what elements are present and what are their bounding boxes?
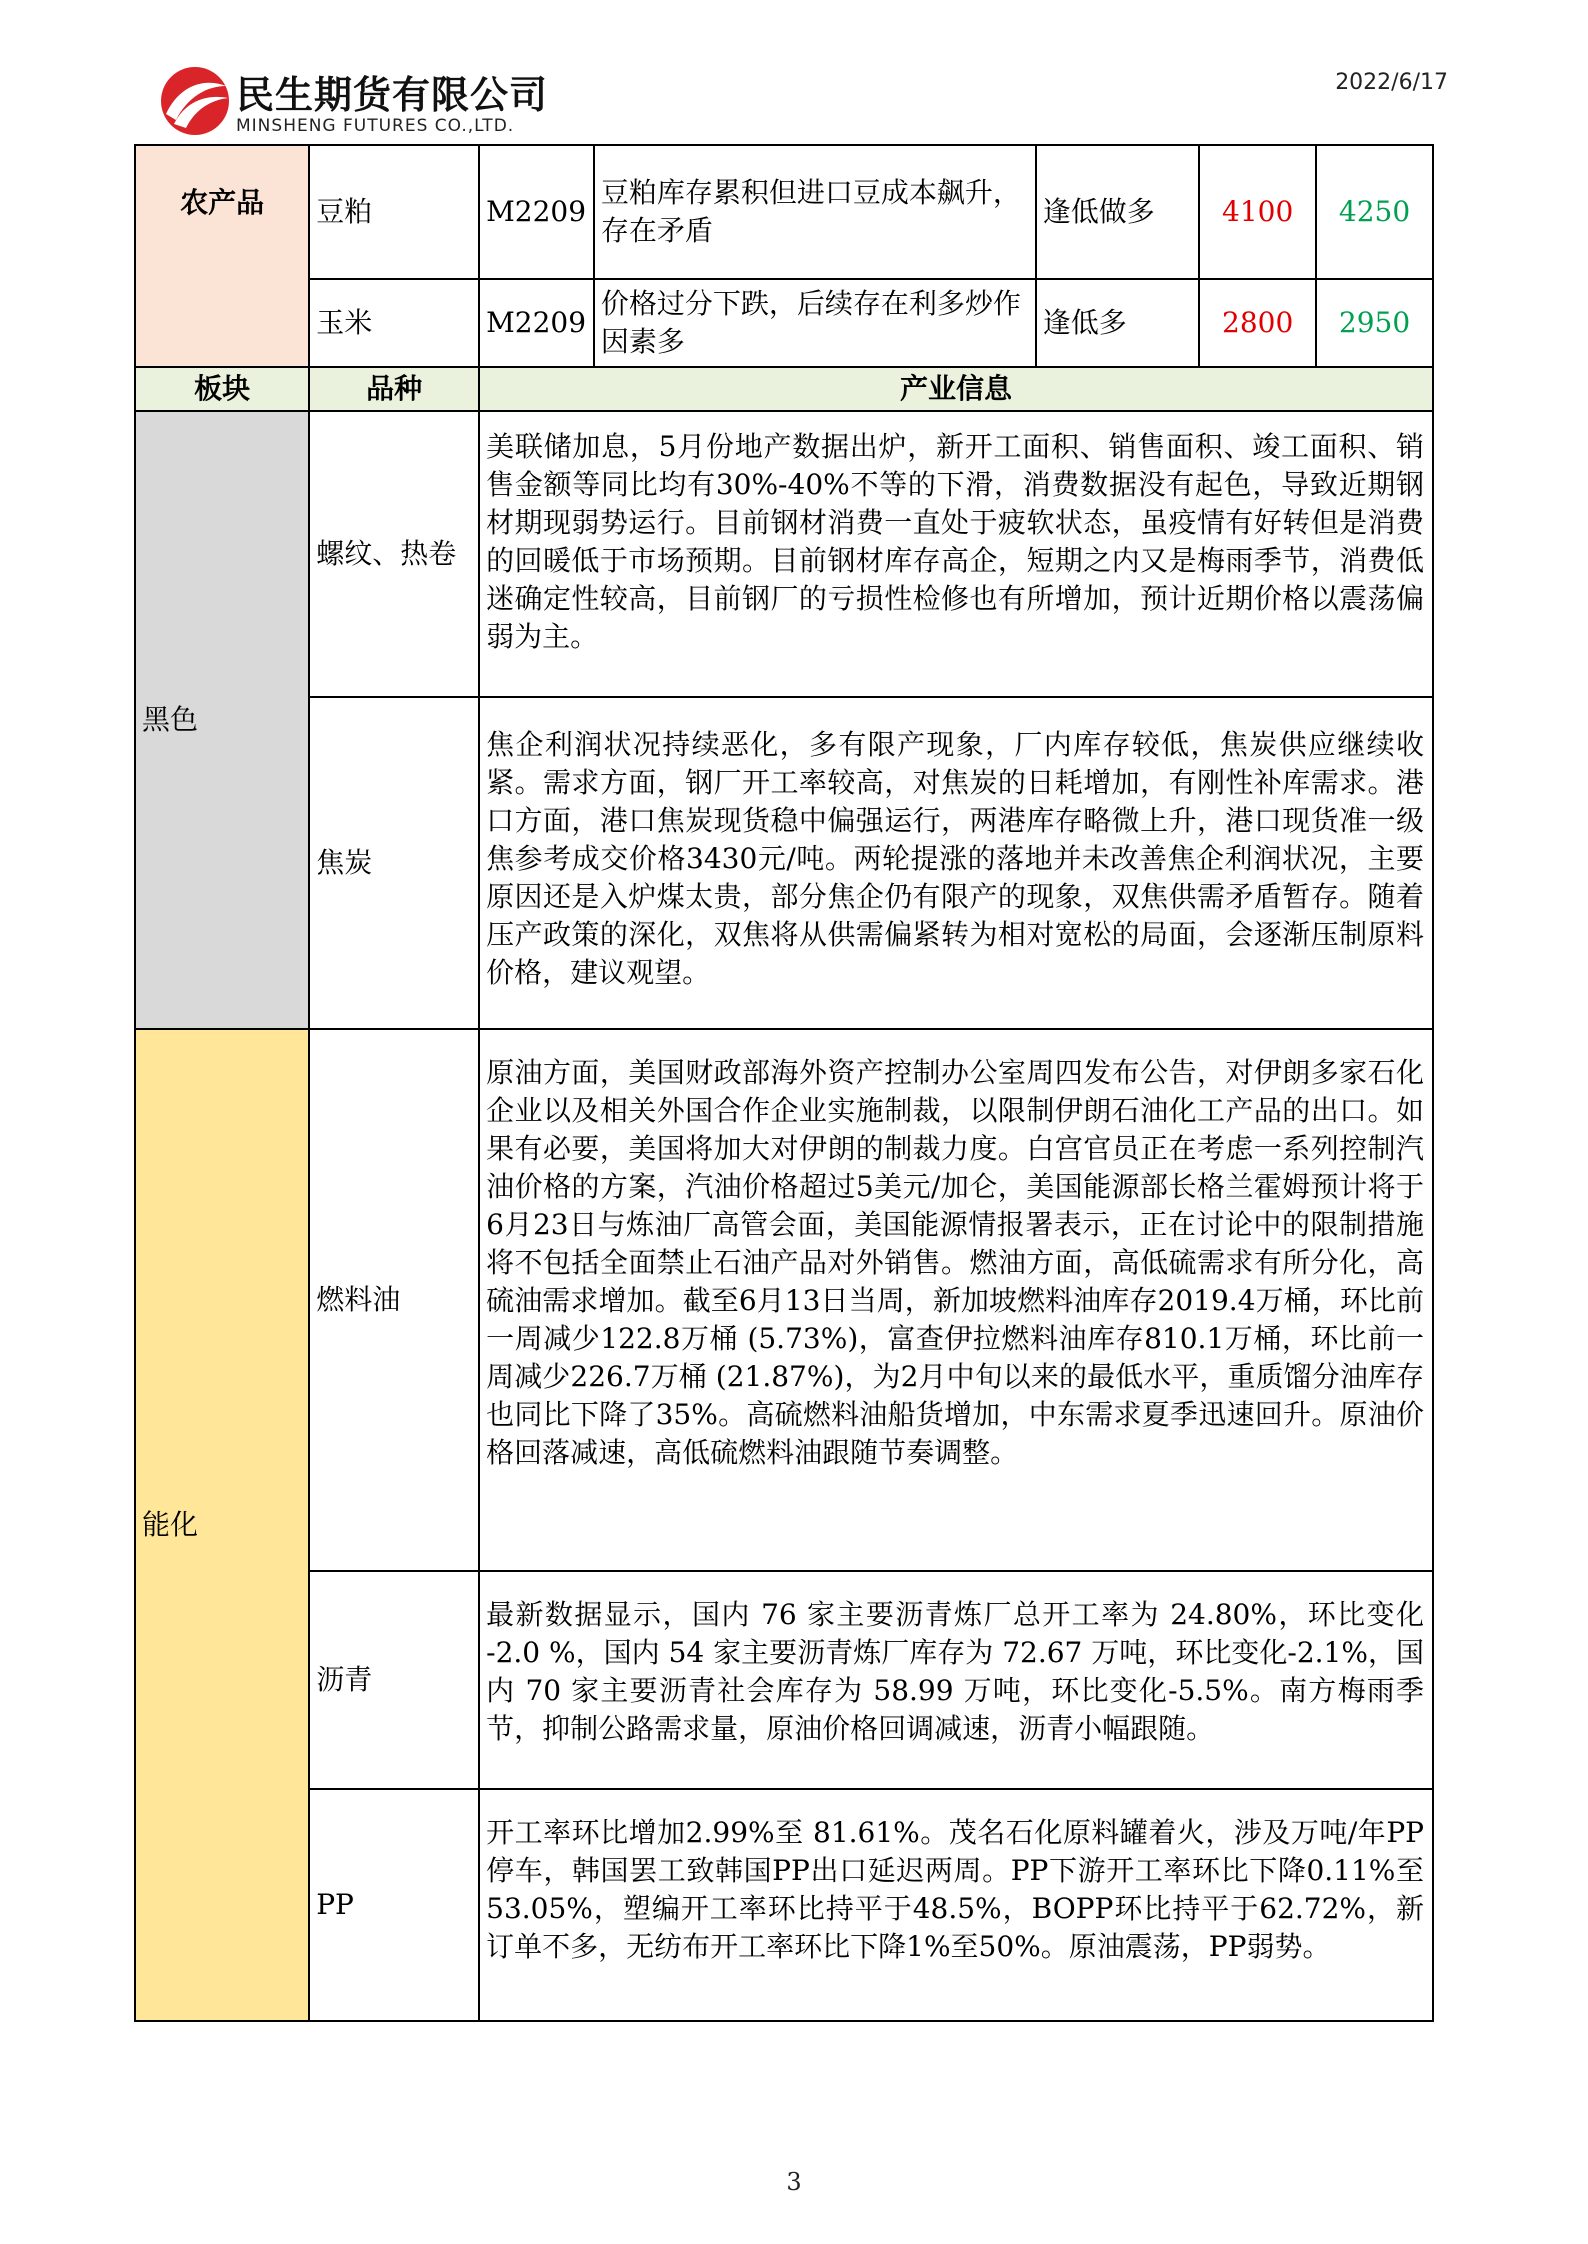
sector-cell: 黑色 <box>135 411 309 1029</box>
header-variety: 品种 <box>309 367 479 411</box>
industry-info-cell: 最新数据显示，国内 76 家主要沥青炼厂总开工率为 24.80%，环比变化 -2.0 %，国内 54 家主要沥青炼厂库存为 72.67 万吨，环比变化-2.1%，国内 70 家主要沥青社会库存为 58.99 万吨，环比变化-5.5%。南方梅雨季节，抑制公路需求量，原油价格回调减速，沥青小幅跟随。 <box>479 1571 1433 1789</box>
contract-cell: M2209 <box>479 279 594 367</box>
variety-cell: PP <box>309 1789 479 2021</box>
support-price: 2800 <box>1199 279 1316 367</box>
strategy-cell: 逢低多 <box>1036 279 1200 367</box>
support-price: 4100 <box>1199 145 1316 279</box>
industry-info-cell: 焦企利润状况持续恶化，多有限产现象，厂内库存较低，焦炭供应继续收紧。需求方面，钢厂开工率较高，对焦炭的日耗增加，有刚性补库需求。港口方面，港口焦炭现货稳中偏强运行，两港库存略微上升，港口现货准一级焦参考成交价格3430元/吨。两轮提涨的落地并未改善焦企利润状况，主要原因还是入炉煤太贵，部分焦企仍有限产的现象，双焦供需矛盾暂存。随着压产政策的深化，双焦将从供需偏紧转为相对宽松的局面，会逐渐压制原料价格，建议观望。 <box>479 697 1433 1029</box>
variety-cell: 燃料油 <box>309 1029 479 1571</box>
strategy-cell: 逢低做多 <box>1036 145 1200 279</box>
header-sector: 板块 <box>135 367 309 411</box>
sector-cell: 能化 <box>135 1029 309 2021</box>
resistance-price: 4250 <box>1316 145 1433 279</box>
company-name-cn: 民生期货有限公司 <box>236 73 549 117</box>
logic-cell: 豆粕库存累积但进口豆成本飙升，存在矛盾 <box>594 145 1036 279</box>
company-name-en: MINSHENG FUTURES CO.,LTD. <box>236 116 515 136</box>
table-row <box>135 411 1433 697</box>
variety-cell: 豆粕 <box>309 145 479 279</box>
contract-cell: M2209 <box>479 145 594 279</box>
table-row <box>135 1029 1433 1571</box>
minsheng-logo-icon <box>158 64 232 138</box>
variety-cell: 玉米 <box>309 279 479 367</box>
variety-cell: 沥青 <box>309 1571 479 1789</box>
table-row <box>135 1571 1433 1789</box>
variety-cell: 螺纹、热卷 <box>309 411 479 697</box>
info-header-row <box>135 367 1433 411</box>
variety-cell: 焦炭 <box>309 697 479 1029</box>
table-row <box>135 1789 1433 2021</box>
header-info: 产业信息 <box>479 367 1433 411</box>
strategy-table <box>134 144 1434 2022</box>
report-date: 2022/6/17 <box>1335 70 1448 95</box>
table-row <box>135 279 1433 367</box>
company-logo <box>158 62 638 142</box>
sector-cell: 农产品 <box>135 145 309 367</box>
logic-cell: 价格过分下跌，后续存在利多炒作因素多 <box>594 279 1036 367</box>
table-row <box>135 697 1433 1029</box>
page-number: 3 <box>786 2168 802 2196</box>
industry-info-cell: 开工率环比增加2.99%至 81.61%。茂名石化原料罐着火，涉及万吨/年PP停车，韩国罢工致韩国PP出口延迟两周。PP下游开工率环比下降0.11%至53.05%，塑编开工率环比持平于48.5%，BOPP环比持平于62.72%，新订单不多，无纺布开工率环比下降1%至50%。原油震荡，PP弱势。 <box>479 1789 1433 2021</box>
table-row <box>135 145 1433 279</box>
resistance-price: 2950 <box>1316 279 1433 367</box>
industry-info-cell: 美联储加息，5月份地产数据出炉，新开工面积、销售面积、竣工面积、销售金额等同比均有30%-40%不等的下滑，消费数据没有起色，导致近期钢材期现弱势运行。目前钢材消费一直处于疲软状态，虽疫情有好转但是消费的回暖低于市场预期。目前钢材库存高企，短期之内又是梅雨季节，消费低迷确定性较高，目前钢厂的亏损性检修也有所增加，预计近期价格以震荡偏弱为主。 <box>479 411 1433 697</box>
industry-info-cell: 原油方面，美国财政部海外资产控制办公室周四发布公告，对伊朗多家石化企业以及相关外国合作企业实施制裁，以限制伊朗石油化工产品的出口。如果有必要，美国将加大对伊朗的制裁力度。白宫官员正在考虑一系列控制汽油价格的方案，汽油价格超过5美元/加仑，美国能源部长格兰霍姆预计将于6月23日与炼油厂高管会面，美国能源情报署表示，正在讨论中的限制措施将不包括全面禁止石油产品对外销售。燃油方面，高低硫需求有所分化，高硫油需求增加。截至6月13日当周，新加坡燃料油库存2019.4万桶，环比前一周减少122.8万桶 (5.73%)，富查伊拉燃料油库存810.1万桶，环比前一周减少226.7万桶 (21.87%)，为2月中旬以来的最低水平，重质馏分油库存也同比下降了35%。高硫燃料油船货增加，中东需求夏季迅速回升。原油价格回落减速，高低硫燃料油跟随节奏调整。 <box>479 1029 1433 1571</box>
